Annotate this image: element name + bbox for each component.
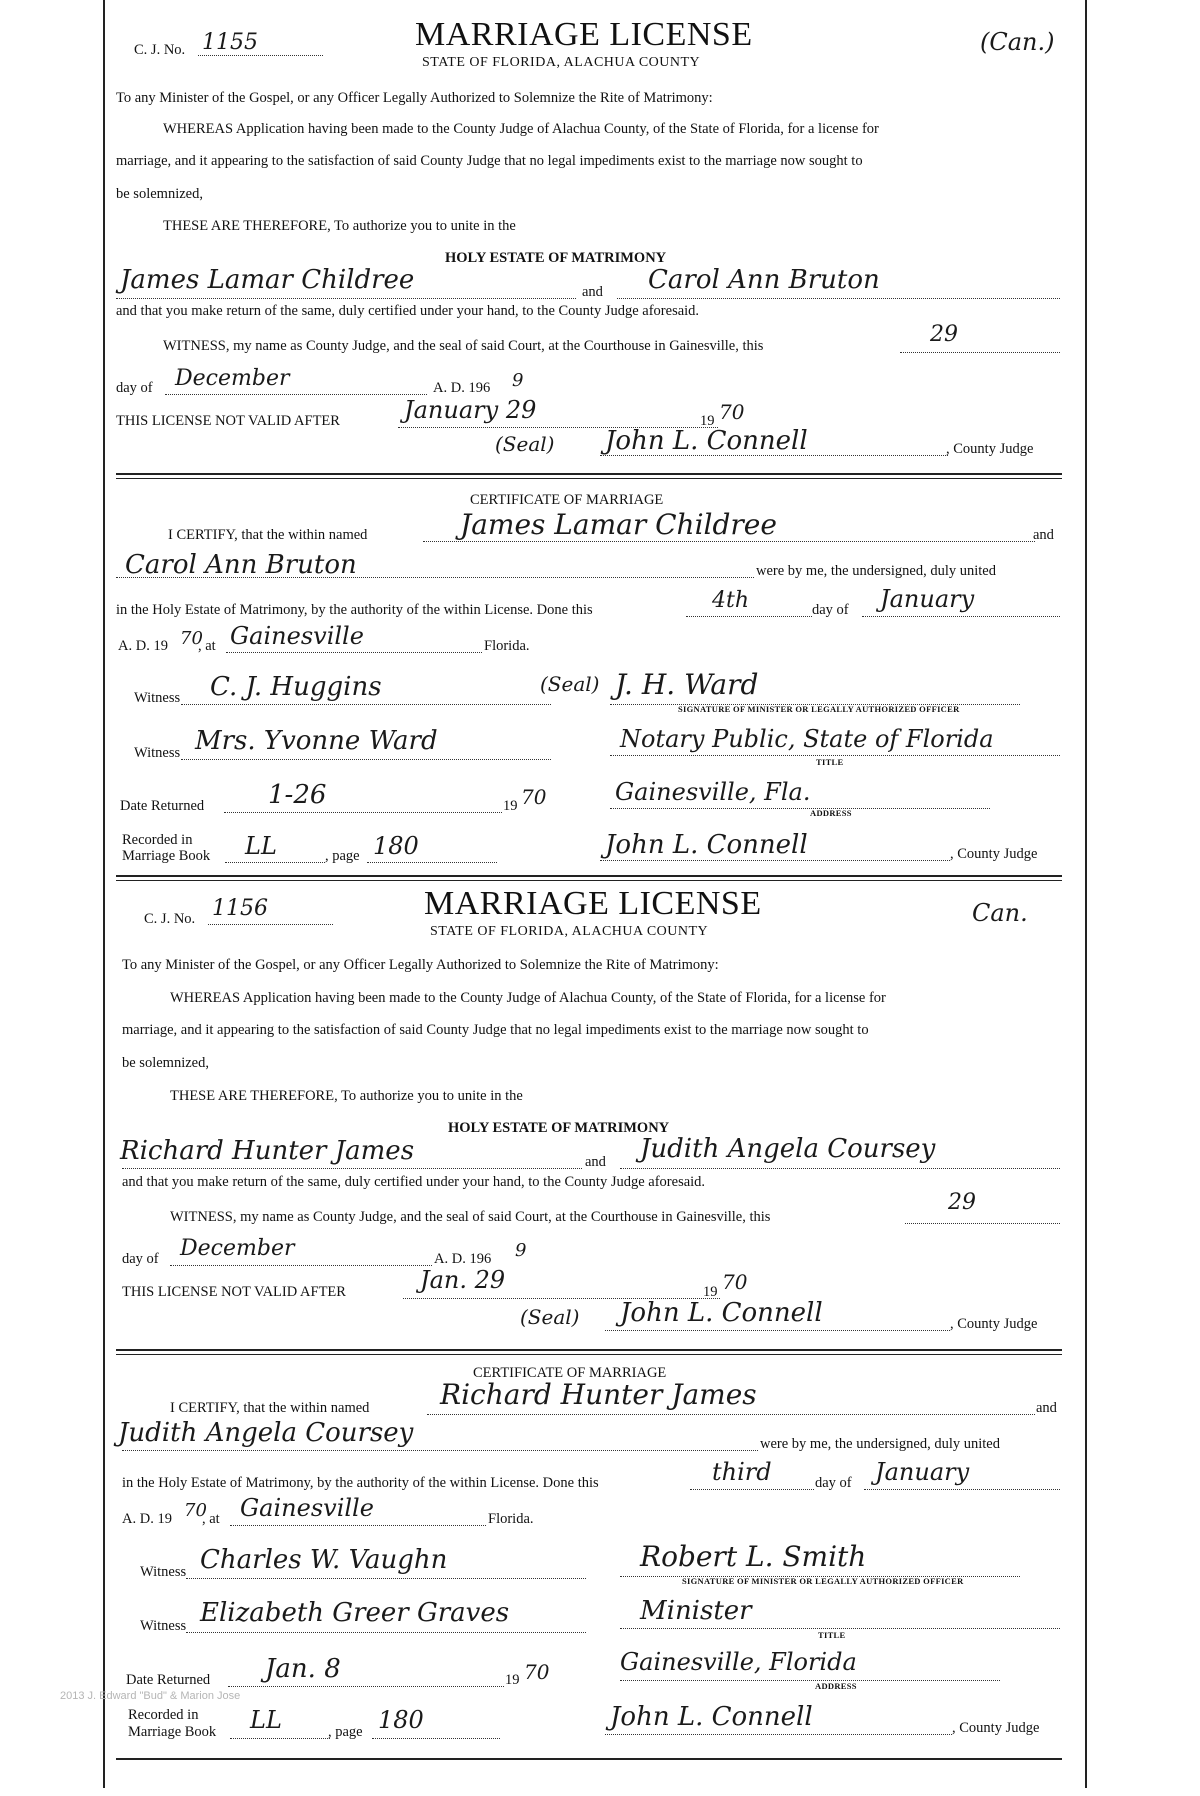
holy-estate-line: in the Holy Estate of Matrimony, by the authority of the within License. Done this [122, 1475, 599, 1491]
officer-signature: J. H. Ward [615, 668, 759, 701]
ad-label: A. D. 196 [434, 1251, 492, 1267]
date-returned-value: Jan. 8 [265, 1654, 341, 1684]
ad-year: 70 [180, 628, 203, 649]
county-judge-label: , County Judge [950, 846, 1038, 862]
cert-groom-name: James Lamar Childree [460, 508, 777, 541]
date-returned-year-label: 19 [505, 1672, 520, 1688]
watermark: 2013 J. Edward "Bud" & Marion Jose [60, 1690, 241, 1702]
united-label: were by me, the undersigned, duly united [756, 563, 996, 579]
cert-groom-name: Richard Hunter James [440, 1378, 757, 1411]
section-divider [116, 1349, 1062, 1355]
date-returned-value: 1-26 [268, 780, 327, 810]
bottom-border [116, 1758, 1062, 1760]
title-caption: TITLE [818, 1630, 846, 1640]
license-month: December [175, 366, 290, 391]
whereas-line-1: WHEREAS Application having been made to the County Judge of Alachua County, of the State of Florida, for a license for [163, 121, 879, 137]
county-judge-signature: John L. Connell [605, 426, 808, 456]
corner-note: (Can.) [980, 28, 1055, 56]
and-label: and [585, 1154, 606, 1170]
county-judge-label: , County Judge [952, 1720, 1040, 1736]
address-caption: ADDRESS [815, 1681, 857, 1691]
date-returned-label: Date Returned [120, 798, 205, 814]
witness-1-signature: C. J. Huggins [210, 672, 382, 702]
recorded-label-2: Marriage Book [128, 1724, 217, 1740]
day-of-label: day of [116, 380, 153, 396]
whereas-line-2: marriage, and it appearing to the satisfaction of said County Judge that no legal impediments exist to the marriage now sought to [122, 1022, 869, 1038]
marriage-book: LL [250, 1706, 282, 1734]
and-label: and [582, 284, 603, 300]
license-month: December [180, 1236, 295, 1261]
whereas-line-3: be solemnized, [122, 1055, 209, 1071]
license-day: 29 [948, 1190, 976, 1215]
license-year-digit: 9 [515, 1240, 527, 1261]
address-caption: ADDRESS [810, 808, 852, 818]
recorded-label-2: Marriage Book [122, 848, 211, 864]
recorded-label-1: Recorded in [122, 832, 193, 848]
cj-label: C. J. No. [144, 911, 196, 927]
and-label: and [1036, 1400, 1057, 1416]
seal-text: (Seal) [495, 432, 555, 456]
not-valid-year-label: 19 [703, 1284, 718, 1300]
page-number: 180 [373, 832, 419, 860]
not-valid-year: 70 [719, 400, 745, 424]
holy-estate-heading: HOLY ESTATE OF MATRIMONY [448, 1120, 670, 1136]
officer-signature: Robert L. Smith [640, 1540, 867, 1573]
day-of-label: day of [812, 602, 849, 618]
recorded-label-1: Recorded in [128, 1707, 199, 1723]
witness-line: WITNESS, my name as County Judge, and the seal of said Court, at the Courthouse in Gainesville, this [163, 338, 764, 354]
marriage-place: Gainesville [240, 1494, 374, 1522]
done-month: January [880, 585, 975, 613]
license-subtitle: STATE OF FLORIDA, ALACHUA COUNTY [430, 924, 709, 939]
groom-name: James Lamar Childree [120, 265, 415, 295]
not-valid-label: THIS LICENSE NOT VALID AFTER [122, 1284, 346, 1300]
cert-bride-name: Carol Ann Bruton [125, 550, 357, 580]
at-label: , at [202, 1511, 220, 1527]
witness-2-signature: Elizabeth Greer Graves [200, 1598, 510, 1628]
address-line: To any Minister of the Gospel, or any Officer Legally Authorized to Solemnize the Rite of Matrimony: [116, 90, 713, 106]
bride-name: Carol Ann Bruton [648, 265, 880, 295]
not-valid-date: January 29 [404, 396, 537, 424]
seal-text: (Seal) [540, 672, 600, 696]
county-judge-label: , County Judge [950, 1316, 1038, 1332]
ad-year: 70 [184, 1500, 207, 1521]
holy-estate-heading: HOLY ESTATE OF MATRIMONY [445, 250, 667, 266]
marriage-place: Gainesville [230, 622, 364, 650]
license-title: MARRIAGE LICENSE [424, 885, 762, 922]
certify-label: I CERTIFY, that the within named [170, 1400, 370, 1416]
ad-label: A. D. 19 [118, 638, 168, 654]
witness-1-signature: Charles W. Vaughn [200, 1545, 448, 1575]
united-label: were by me, the undersigned, duly united [760, 1436, 1000, 1452]
whereas-line-2: marriage, and it appearing to the satisfaction of said County Judge that no legal impediments exist to the marriage now sought to [116, 153, 863, 169]
cj-label: C. J. No. [134, 42, 186, 58]
page-label: , page [328, 1724, 363, 1740]
witness-line: WITNESS, my name as County Judge, and the seal of said Court, at the Courthouse in Gainesville, this [170, 1209, 771, 1225]
cj-number: 1156 [212, 896, 268, 921]
date-returned-year-label: 19 [503, 798, 518, 814]
seal-text: (Seal) [520, 1305, 580, 1329]
section-divider [116, 875, 1062, 881]
witness-2-signature: Mrs. Yvonne Ward [195, 726, 438, 756]
officer-title: Minister [640, 1596, 752, 1626]
done-day: 4th [712, 588, 750, 613]
date-returned-year: 70 [521, 785, 547, 809]
recorded-judge-signature: John L. Connell [610, 1702, 813, 1732]
florida-label: Florida. [484, 638, 530, 654]
county-judge-signature: John L. Connell [620, 1298, 823, 1328]
witness-label-1: Witness [140, 1564, 187, 1580]
section-divider [116, 473, 1062, 479]
license-subtitle: STATE OF FLORIDA, ALACHUA COUNTY [422, 55, 701, 70]
page-label: , page [325, 848, 360, 864]
not-valid-date: Jan. 29 [420, 1266, 506, 1294]
witness-label-2: Witness [140, 1618, 187, 1634]
county-judge-label: , County Judge [946, 441, 1034, 457]
not-valid-year-label: 19 [700, 413, 715, 429]
day-of-label: day of [815, 1475, 852, 1491]
license-year-digit: 9 [512, 370, 524, 391]
certificate-title: CERTIFICATE OF MARRIAGE [470, 492, 664, 508]
cj-number: 1155 [202, 30, 258, 55]
not-valid-label: THIS LICENSE NOT VALID AFTER [116, 413, 340, 429]
bride-name: Judith Angela Coursey [640, 1134, 936, 1164]
cert-bride-name: Judith Angela Coursey [118, 1418, 414, 1448]
title-caption: TITLE [816, 757, 844, 767]
officer-address: Gainesville, Fla. [615, 778, 811, 806]
officer-caption: SIGNATURE OF MINISTER OR LEGALLY AUTHORIZED OFFICER [682, 1576, 964, 1586]
day-of-label: day of [122, 1251, 159, 1267]
date-returned-label: Date Returned [126, 1672, 211, 1688]
and-label: and [1033, 527, 1054, 543]
therefore-line: THESE ARE THEREFORE, To authorize you to unite in the [170, 1088, 523, 1104]
groom-name: Richard Hunter James [120, 1136, 415, 1166]
done-day: third [712, 1458, 772, 1486]
date-returned-year: 70 [524, 1660, 550, 1684]
at-label: , at [198, 638, 216, 654]
ad-label: A. D. 196 [433, 380, 491, 396]
return-line: and that you make return of the same, duly certified under your hand, to the County Judge aforesaid. [116, 303, 700, 319]
officer-title: Notary Public, State of Florida [620, 725, 994, 753]
therefore-line: THESE ARE THEREFORE, To authorize you to unite in the [163, 218, 516, 234]
officer-address: Gainesville, Florida [620, 1648, 857, 1676]
witness-label-2: Witness [134, 745, 181, 761]
corner-note: Can. [972, 899, 1028, 927]
license-title: MARRIAGE LICENSE [415, 16, 753, 53]
not-valid-year: 70 [722, 1270, 748, 1294]
certify-label: I CERTIFY, that the within named [168, 527, 368, 543]
marriage-book: LL [245, 832, 277, 860]
done-month: January [875, 1458, 970, 1486]
recorded-judge-signature: John L. Connell [605, 830, 808, 860]
ad-label: A. D. 19 [122, 1511, 172, 1527]
whereas-line-3: be solemnized, [116, 186, 203, 202]
officer-caption: SIGNATURE OF MINISTER OR LEGALLY AUTHORIZED OFFICER [678, 704, 960, 714]
return-line: and that you make return of the same, duly certified under your hand, to the County Judge aforesaid. [122, 1174, 706, 1190]
address-line: To any Minister of the Gospel, or any Officer Legally Authorized to Solemnize the Rite of Matrimony: [122, 957, 719, 973]
witness-label-1: Witness [134, 690, 181, 706]
holy-estate-line: in the Holy Estate of Matrimony, by the authority of the within License. Done this [116, 602, 593, 618]
license-day: 29 [930, 322, 958, 347]
certificate-title: CERTIFICATE OF MARRIAGE [473, 1365, 667, 1381]
whereas-line-1: WHEREAS Application having been made to the County Judge of Alachua County, of the State of Florida, for a license for [170, 990, 886, 1006]
florida-label: Florida. [488, 1511, 534, 1527]
page-number: 180 [378, 1706, 424, 1734]
